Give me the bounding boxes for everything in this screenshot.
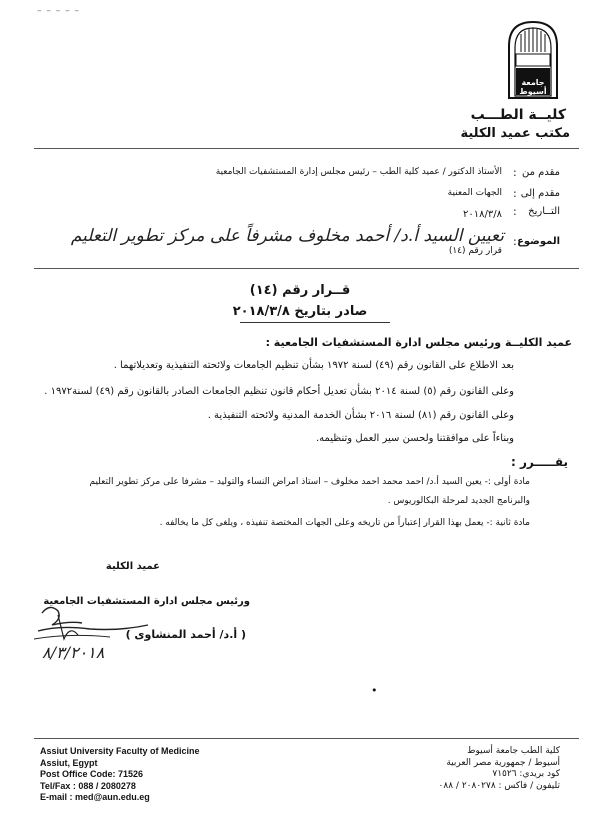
to-colon: : [513,187,517,200]
date-colon: : [513,205,517,218]
footer-english [40,746,200,804]
footer-arabic [439,746,560,792]
clause-3: وعلى القانون رقم (٨١) لسنة ٢٠١٦ بشأن الخدمة المدنية ولائحته التنفيذية . [207,410,514,421]
office-name: مكتب عميد الكلية [460,126,570,141]
article-1-continued: والبرنامج الجديد لمرحلة البكالوريوس . [387,496,530,506]
article-1: مادة أولى :- يعين السيد أ.د/ احمد محمد احمد مخلوف – استاذ امراض النساء والتوليد – مشرفا على مركز تطوير التعليم [89,477,530,487]
footer-ar-line: تليفون / فاكس : ٢٠٨٠٢٧٨ / ٠٨٨ [438,780,560,791]
from-colon: : [513,166,517,179]
university-logo [505,18,561,100]
signature-role-dean: عميد الكلية [105,561,160,572]
footer-divider [34,738,579,739]
faculty-name: كليــة الطـــب [470,107,566,123]
stray-mark: • [371,684,378,697]
from-value: الأستاذ الدكتور / عميد كلية الطب – رئيس مجلس إدارة المستشفيات الجامعية [215,167,502,177]
clause-2: وعلى القانون رقم (٥) لسنة ٢٠١٤ بشأن تعديل أحكام قانون تنظيم الجامعات الصادر بالقانون رقم (٤٩) لسنة١٩٧٢ . [44,386,514,397]
signature-name: ( أ.د/ أحمد المنشاوى ) [125,628,246,641]
footer-en-email: E-mail : med@aun.edu.eg [40,792,150,802]
footer-ar-line: أسيوط / جمهورية مصر العربية [446,757,560,768]
date-value: ٢٠١٨/٣/٨ [463,209,502,220]
subject-value: قرار رقم (١٤) [448,246,502,256]
footer-en-line: Assiut University Faculty of Medicine [40,746,200,756]
footer-ar-line: كود بريدي: ٧١٥٢٦ [492,769,560,779]
subject-handwritten: تعيين السيد أ.د/ أحمد مخلوف مشرفاً على مركز تطوير التعليم [70,226,504,246]
header-divider [34,148,579,149]
handwritten-date: ٨/٣/٢٠١٨ [42,643,105,662]
corner-mark: – – – – – [37,6,80,16]
decision-title: قــرار رقم (١٤) [249,283,351,298]
decision-date: صادر بتاريخ ٢٠١٨/٣/٨ [232,304,368,319]
clause-4: وبناءاً على موافقتنا ولحسن سير العمل وتنظيمه. [315,433,514,444]
resolves-heading: يقـــــرر : [511,455,568,469]
footer-ar-line: كلية الطب جامعة أسيوط [467,746,560,756]
article-2: مادة ثانية :- يعمل بهذا القرار إعتباراً من تاريخه وعلى الجهات المختصة تنفيذه ، ويلغى كل ما يخالفه . [159,518,530,528]
footer-en-line: Post Office Code: 71526 [40,769,144,779]
signature-role-chair: ورئيس مجلس ادارة المستشفيات الجامعية [43,596,250,607]
from-label: مقدم من [521,167,560,178]
footer-en-line: Tel/Fax : 088 / 2080278 [40,780,136,791]
subject-label: الموضوع [517,236,560,247]
preamble: عميد الكليــة ورئيس مجلس ادارة المستشفيات الجامعية : [265,336,572,349]
to-value: الجهات المعنية [447,188,502,198]
to-label: مقدم إلى [520,188,560,199]
title-underline [240,322,390,323]
footer-en-line: Assiut, Egypt [40,757,98,768]
logo-text: جامعة أسيوط [519,78,547,96]
date-label: التــاريخ [528,206,560,217]
subject-colon: : [513,235,517,248]
clause-1: بعد الاطلاع على القانون رقم (٤٩) لسنة ١٩٧٢ بشأن تنظيم الجامعات ولائحته التنفيذية وتعديلاتهما . [113,360,514,371]
memo-divider [34,268,579,269]
